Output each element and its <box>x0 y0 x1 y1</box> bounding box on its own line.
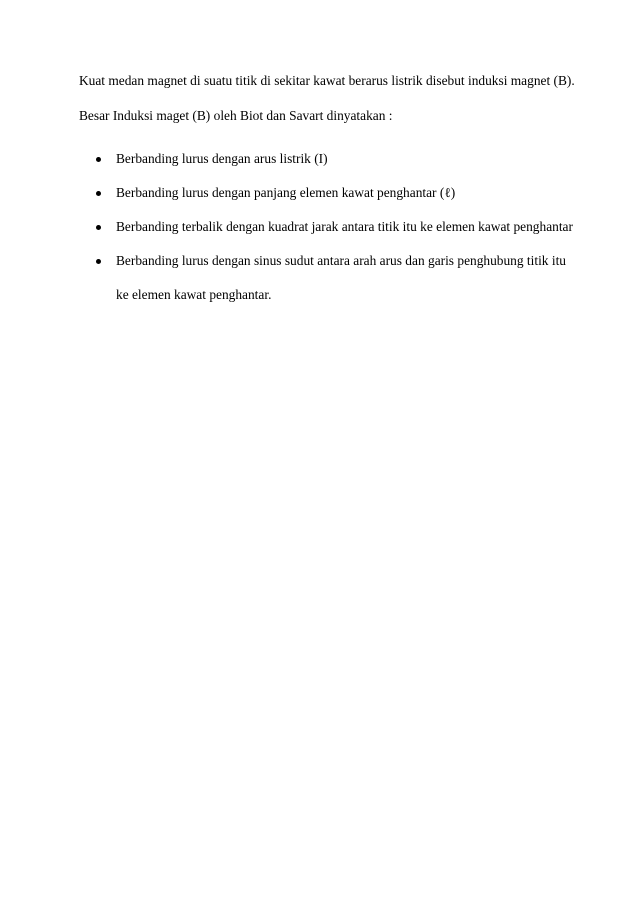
list-item-text: Berbanding terbalik dengan kuadrat jarak antara titik itu ke elemen kawat penghantar <box>116 219 573 234</box>
list-item-text: Berbanding lurus dengan arus listrik (I) <box>116 151 328 166</box>
bullet-icon <box>96 191 101 196</box>
list-item-text: Berbanding lurus dengan sinus sudut antara arah arus dan garis penghubung titik itu <box>116 253 566 268</box>
list-item-text: Berbanding lurus dengan panjang elemen kawat penghantar (ℓ) <box>116 185 456 200</box>
list-item-continuation: ke elemen kawat penghantar. <box>116 287 272 302</box>
statement-paragraph: Besar Induksi maget (B) oleh Biot dan Savart dinyatakan : <box>79 108 393 123</box>
intro-paragraph: Kuat medan magnet di suatu titik di sekitar kawat berarus listrik disebut induksi magnet (B). <box>79 73 575 88</box>
bullet-icon <box>96 259 101 264</box>
bullet-icon <box>96 157 101 162</box>
bullet-icon <box>96 225 101 230</box>
